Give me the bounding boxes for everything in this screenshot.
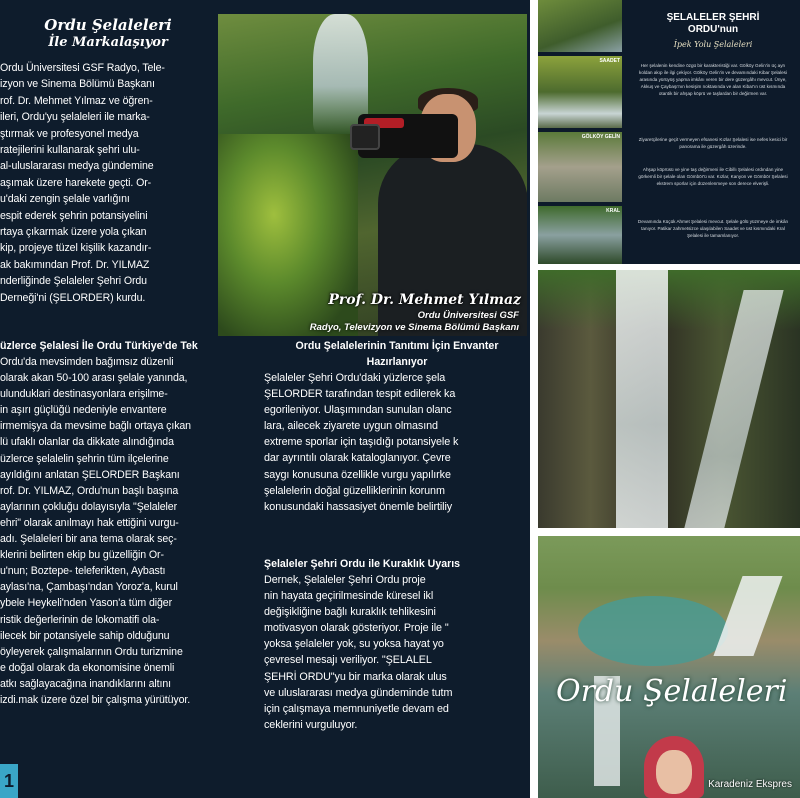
section-c-heading: Şelaleler Şehri Ordu ile Kuraklık Uyarıs: [264, 558, 461, 570]
pool-photo: [538, 536, 800, 798]
intro-title: [0, 16, 216, 52]
thumbnail-1: [538, 0, 622, 52]
watermark: Karadeniz Ekspres: [708, 779, 792, 790]
intro-body: Ordu Üniversitesi GSF Radyo, Tele- izyon ve Sinema Bölümü Başkanı rof. Dr. Mehmet Yılmaz ve öğren- ileri, Ordu'yu şelaleleri ile marka- ştırmak ve profesyonel medya ratejilerini kullanarak şehri ulu- al-uluslararası medya gündemine aşımak üzere harekete geçti. Or- u'daki zengin şelale varlığını espit ederek şehrin potansiyelini rtaya çıkarmak üzere yola çıkan kip, projeye tüzel kişilik kazandır- ak bakımından Prof. Dr. YILMAZ nderliğinde Şelaleler Şehri Ordu Derneği'ni (ŞELORDER) kurdu.: [0, 62, 165, 304]
section-b-body: Şelaleler Şehri Ordu'daki yüzlerce şela ŞELORDER tarafından tespit edilerek ka egorileniyor. Ulaşımından sunulan olanc lara, ailecek ziyarete uygun olmasınd extreme sporlar için taşıdığı potansiyele k dar ayrıntılı olarak kataloglanıyor. Çevre saygı konusuna özellikle vurgu yapılırke şelalelerin doğal güzelliklerinin korunm konusundaki hassasiyet önemle belirtiliy: [264, 372, 459, 513]
waterfall-stream-main: [616, 270, 668, 528]
brochure-title-line2: ORDU'nun: [687, 24, 739, 35]
section-c: [264, 556, 530, 733]
brochure-script-subtitle: İpek Yolu Şelaleleri: [673, 40, 753, 49]
section-a-body: Ordu'da mevsimden bağımsız düzenli olarak akan 50-100 arası şelale yanında, ulunduklari destinasyonlara erişilme- in aşırı güçlüğü nedeniyle envantere irmemişya da mevsime bağlı ortaya çıkan lü ufaklı olanlar da dikkate alındığında üzlerce şelalelin şehrin tüm ilçelerine ayıldığını anlatan ŞELORDER Başkanı rof. Dr. YILMAZ, Ordu'nun başlı başına aylarının çokluğu dolayısıyla "Şelaleler ehri" olarak anılmayı hak ettiğini vurgu- adı. Şelaleleri bir ana tema olarak seç- klerini belirten ekip bu güzelliğin Or- u'nun; Boztepe- teleferikten, Aybastı aylası'na, Çambaşı'ndan Yoroz'a, kurul ybele Heykeli'nden Yason'a tüm diğer ristik değerlerinin de lokomatifi ola- ilecek bir potansiyele sahip olduğunu öyleyerek çalışmalarının Ordu turizmine e doğal olarak da ekonomisine önemli atkı sağlayacağına inandıklarını altını izdi.mak üzere özel bir çalışma yürütüyor.: [0, 356, 191, 706]
waterfall-photo: [538, 270, 800, 528]
thumbnail-label-golkoy: GÖLKÖY GELİN: [581, 134, 620, 140]
section-b-heading-line2: Hazırlanıyor: [366, 356, 428, 368]
photo-caption-line1: Ordu Üniversitesi GSF: [417, 310, 519, 321]
brochure-thumbnails: [538, 0, 622, 264]
woman-face: [656, 750, 692, 794]
brochure-panel: [538, 0, 800, 264]
intro-title-line2: İle Markalaşıyor: [48, 35, 168, 50]
brochure-paragraph-1: Her şelalenin kendine özgü bir karakteristiği var. Gölköy Gelin'in üç ayrı koldan akıp ile ilgi çekiyor. Gölköy Gelin'in ve devamındaki Kibar Şelalesi arasında yürüyüş yapma imkânı veren bir dere güzergâhı mevcut. Ünye, Akkuş ve Çaybaşı'nın kesişim noktasında ve alan Kibar'ın üst kısmında otantik bir ahşap köprü ve taşlardan bir değirmen var.: [639, 63, 787, 96]
page-gutter: [530, 0, 538, 798]
photo-caption-line2: Radyo, Televizyon ve Sinema Bölümü Başkanı: [309, 322, 519, 333]
pool-image-detail: [578, 596, 728, 666]
thumbnail-label-kral: KRAL: [606, 208, 620, 214]
brochure-title-line1: ŞELALELER ŞEHRİ: [666, 12, 760, 23]
thumbnail-2: [538, 56, 622, 128]
section-b-heading-line1: Ordu Şelalelerinin Tanıtımı İçin Envanter: [295, 340, 499, 352]
brochure-paragraph-3: Ahşap köprüsü ve yine taş değirmeni ile Cibillı Şelalesi ordından yine görkemli bir şelale olan Gömbör'ü var. Kızlar, Kanyon ve Gömbör Şelalesi ekstrem sporlar için düzenlenmeye son derece elverişli.: [638, 167, 788, 186]
thumbnail-4: [538, 206, 622, 264]
cameraman-photo: [218, 14, 527, 336]
ordu-selaleleri-script-title: Ordu Şelaleleri: [556, 674, 788, 709]
section-c-body: Dernek, Şelaleler Şehri Ordu proje nin hayata geçirilmesinde küresel ikl değişikliğine bağlı kuraklık tehlikesini motivasyon olarak gösteriyor. Proje ile " yoksa şelaleler yok, su yoksa hayat yo çevresel mesajı veriliyor. "ŞELALEL ŞEHRİ ORDU"yu bir marka olarak ulus ve uluslararası medya gündeminde tutm için çalışmaya memnuniyetle devam ed ceklerini vurguluyor.: [264, 574, 453, 731]
intro-title-line1: Ordu Şelaleleri: [44, 16, 172, 34]
thumbnail-label-saadet: SAADET: [599, 58, 620, 64]
page-number: 1: [0, 764, 18, 798]
camera-lens: [350, 124, 380, 150]
photo-caption-name: Prof. Dr. Mehmet Yılmaz: [328, 292, 521, 308]
waterfall-stream-pool: [713, 576, 782, 656]
section-b: [264, 338, 530, 515]
thumbnail-3: [538, 132, 622, 202]
section-a-heading: üzlerce Şelalesi İle Ordu Türkiye'de Tek: [0, 340, 198, 352]
brochure-paragraph-2: Ziyaretçilerine geçit vermeyen efsanesi Kızlar Şelalesi ise nefes kesici bir panorama ile güzergâh üzerinde.: [638, 137, 788, 149]
section-a: [0, 338, 257, 708]
brochure-paragraph-4: Devamında Küçük Ahmet Şelalesi mevcut. Şelale gölü yüzmeye de imkân tanıyor. Patikar zahmetsizce ulaşılabilen Saadet ve üst kısmındaki Kral Şelalesi ile tamamlanıyor.: [637, 219, 789, 238]
woman-figure: [644, 736, 704, 798]
brochure-text: [626, 0, 800, 264]
intro-column: [0, 12, 216, 334]
